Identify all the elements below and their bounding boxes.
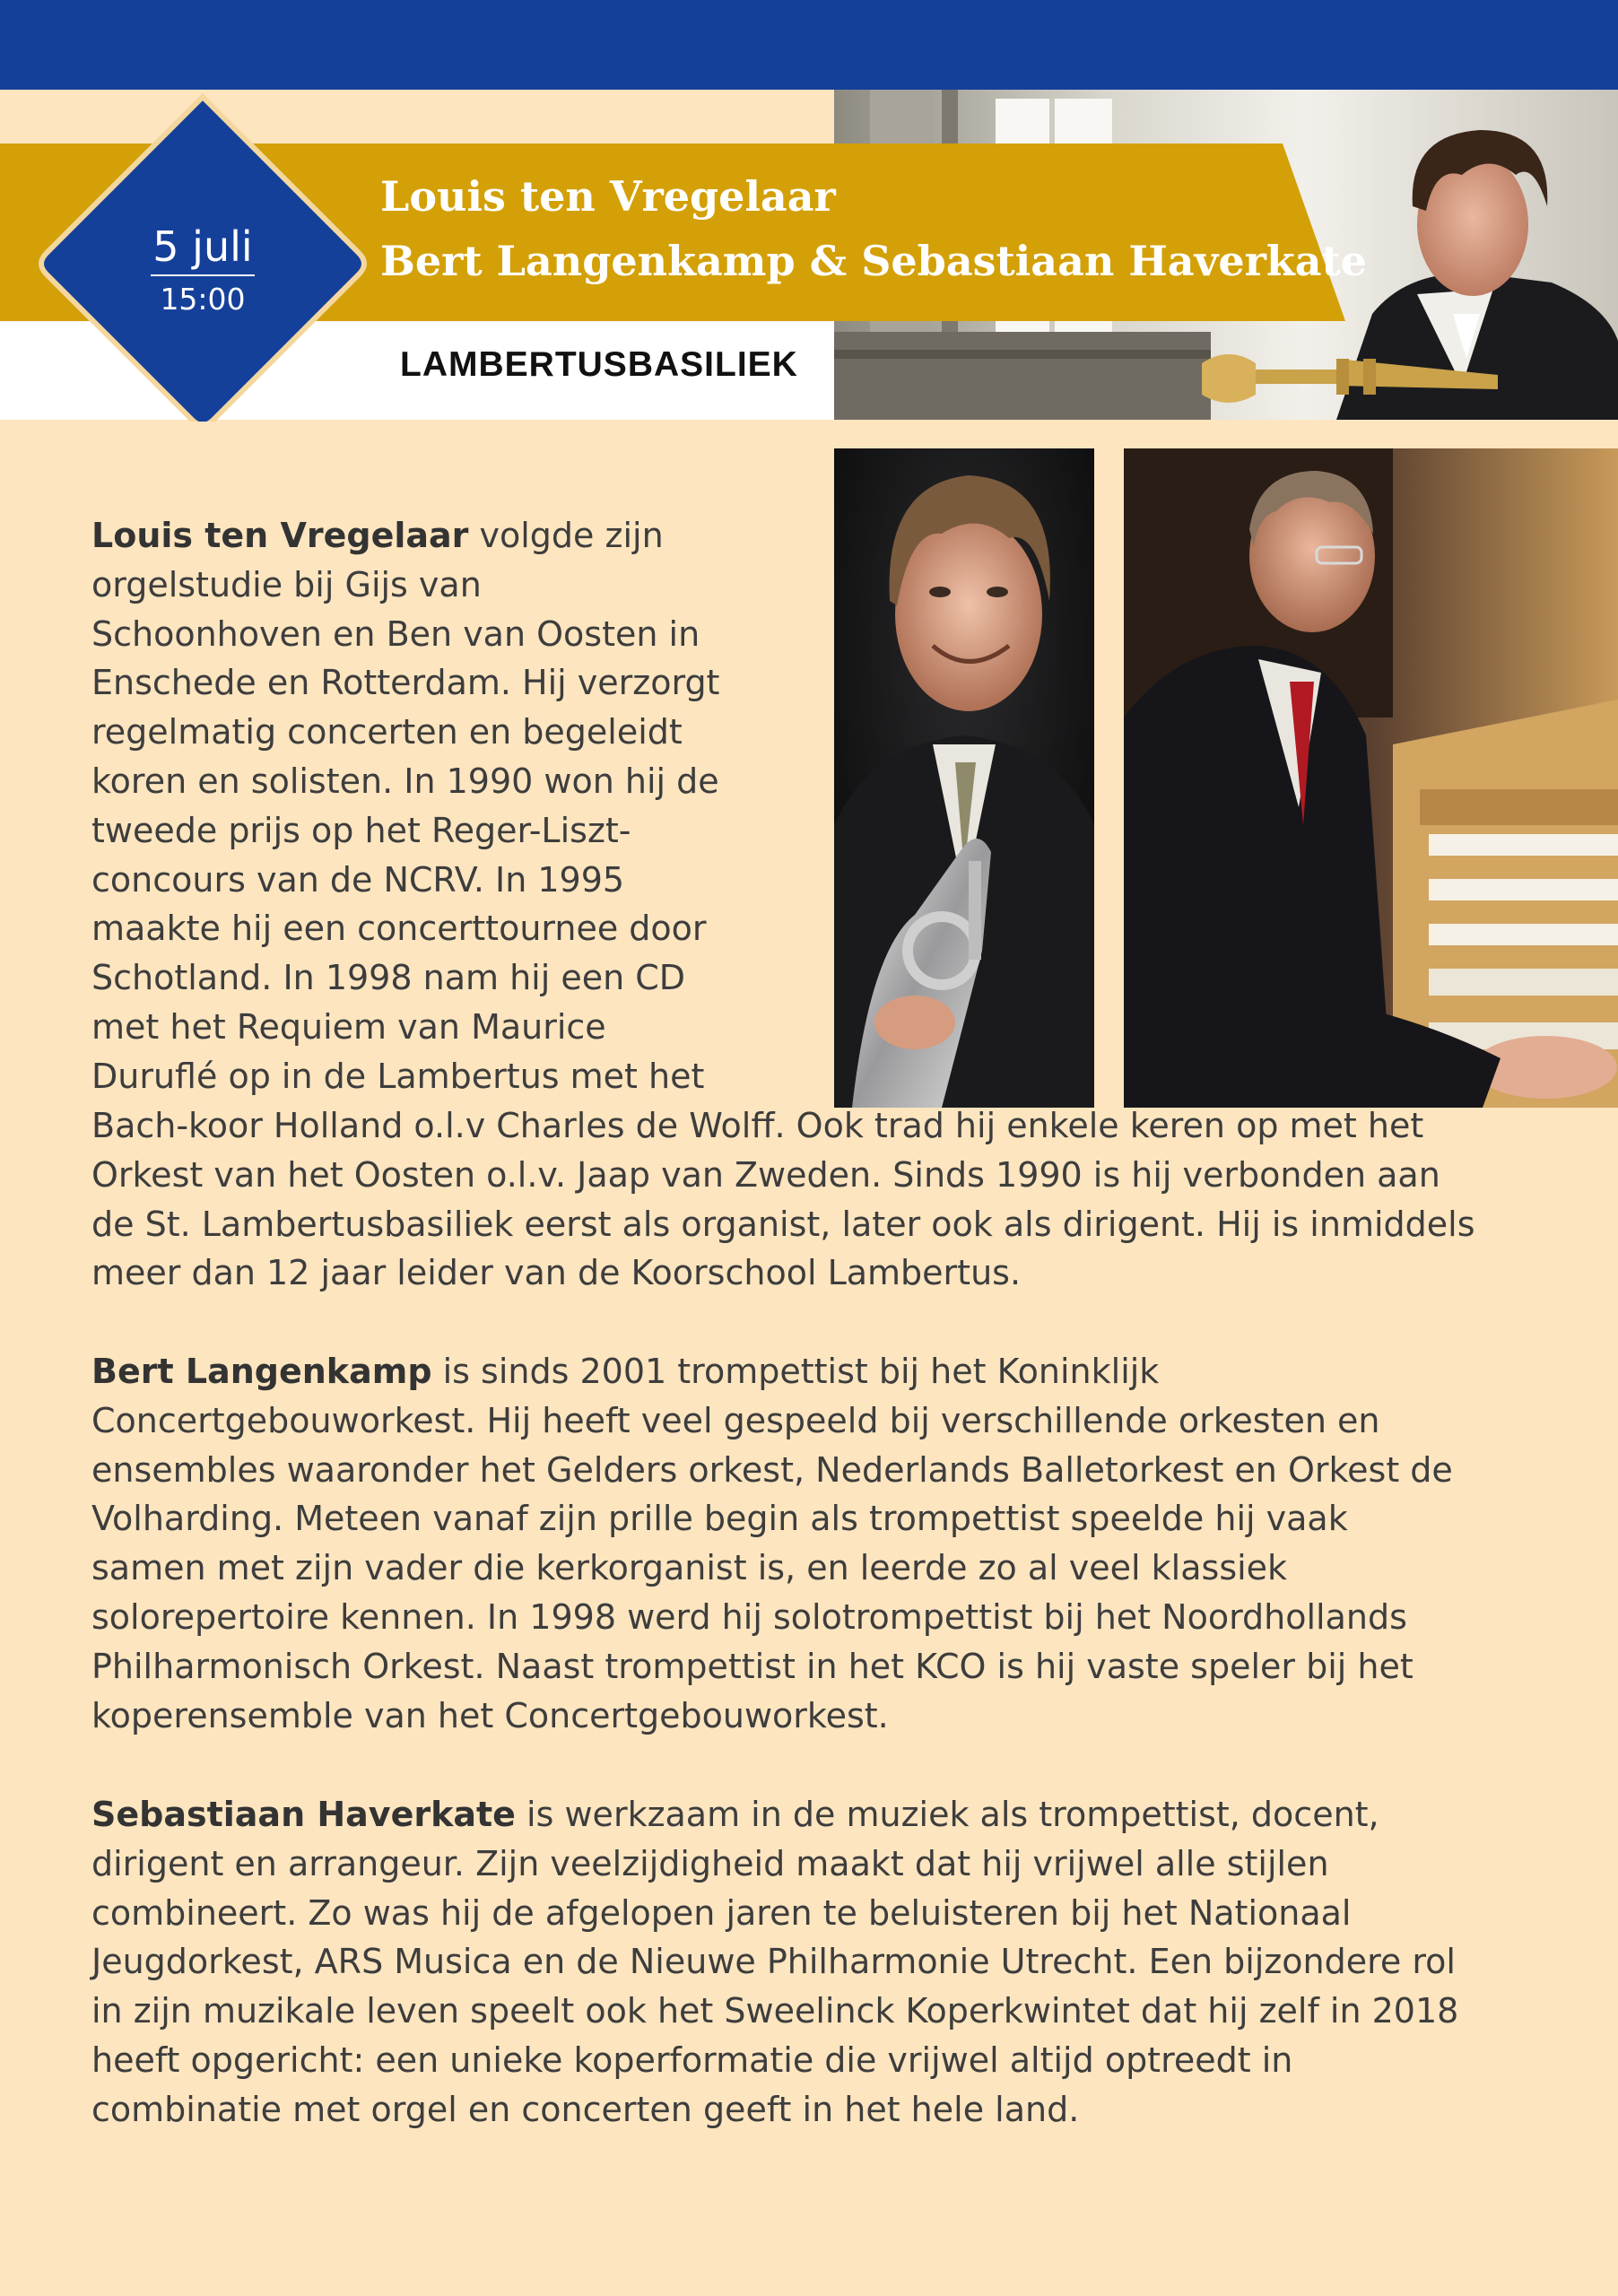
date-divider — [151, 274, 255, 276]
text-line: koren en solisten. In 1990 won hij de — [91, 761, 719, 801]
text-line: Duruflé op in de Lambertus met het — [91, 1056, 705, 1096]
text-line: tweede prijs op het Reger-Liszt- — [91, 810, 631, 850]
text-line: Philharmonisch Orkest. Naast trompettist in het KCO is hij vaste speler bij het — [91, 1646, 1414, 1686]
bio-name: Bert Langenkamp — [91, 1352, 432, 1391]
bio-name: Sebastiaan Haverkate — [91, 1795, 516, 1834]
text-line: Enschede en Rotterdam. Hij verzorgt — [91, 663, 720, 703]
text-line: Concertgebouworkest. Hij heeft veel gespeeld bij verschillende orkesten en — [91, 1400, 1380, 1440]
text-line: is werkzaam in de muziek als trompettist, docent, — [526, 1795, 1379, 1834]
photo-organist-at-console — [1124, 448, 1618, 1108]
event-title-line-2: Bert Langenkamp & Sebastiaan Haverkate — [380, 237, 1368, 285]
text-line: regelmatig concerten en begeleidt — [91, 712, 683, 752]
event-time: 15:00 — [160, 282, 246, 317]
text-line: is sinds 2001 trompettist bij het Koninklijk — [442, 1352, 1160, 1391]
event-title-line-1: Louis ten Vregelaar — [380, 172, 836, 221]
text-line: Jeugdorkest, ARS Musica en de Nieuwe Philharmonie Utrecht. Een bijzondere rol — [91, 1942, 1456, 1982]
bio-name: Louis ten Vregelaar — [91, 516, 469, 555]
text-line: heeft opgericht: een unieke koperformatie die vrijwel altijd optreedt in — [91, 2039, 1293, 2080]
text-line: ensembles waaronder het Gelders orkest, Nederlands Balletorkest en Orkest de — [91, 1449, 1453, 1490]
text-line: meer dan 12 jaar leider van de Koorschool Lambertus. — [91, 1253, 1022, 1293]
text-line: in zijn muzikale leven speelt ook het Sweelinck Koperkwintet dat hij zelf in 2018 — [91, 1991, 1459, 2031]
text-line: maakte hij een concerttournee door — [91, 909, 707, 949]
text-line: volgde zijn — [479, 516, 664, 555]
date-badge — [0, 0, 405, 422]
text-line: Bach-koor Holland o.l.v Charles de Wolff. Ook trad hij enkele keren op met het — [91, 1106, 1424, 1145]
bio-louis-continued — [91, 1101, 1571, 1298]
text-line: dirigent en arrangeur. Zijn veelzijdigheid maakt dat hij vrijwel alle stijlen — [91, 1843, 1329, 1883]
photo-trumpeter-portrait — [834, 448, 1094, 1108]
text-line: samen met zijn vader die kerkorganist is, en leerde zo al veel klassiek — [91, 1548, 1288, 1588]
text-line: de St. Lambertusbasiliek eerst als organist, later ook als dirigent. Hij is inmiddels — [91, 1204, 1475, 1244]
event-date: 5 juli — [152, 222, 253, 271]
text-line: Orkest van het Oosten o.l.v. Jaap van Zweden. Sinds 1990 is hij verbonden aan — [91, 1154, 1440, 1195]
text-line: concours van de NCRV. In 1995 — [91, 859, 625, 900]
text-line: koperensemble van het Concertgebouworkest. — [91, 1695, 889, 1735]
text-line: combineert. Zo was hij de afgelopen jaren te beluisteren bij het Nationaal — [91, 1892, 1352, 1933]
bio-bert-langenkamp — [91, 1347, 1571, 1740]
text-line: Schotland. In 1998 nam hij een CD — [91, 958, 686, 998]
text-line: Volharding. Meteen vanaf zijn prille begin als trompettist speelde hij vaak — [91, 1499, 1348, 1539]
venue-name: LAMBERTUSBASILIEK — [400, 345, 798, 384]
bio-louis-ten-vregelaar — [91, 511, 773, 1101]
text-line: Schoonhoven en Ben van Oosten in — [91, 613, 700, 654]
text-line: orgelstudie bij Gijs van — [91, 564, 482, 604]
text-line: met het Requiem van Maurice — [91, 1006, 606, 1047]
bio-sebastiaan-haverkate — [91, 1790, 1580, 2135]
text-line: solorepertoire kennen. In 1998 werd hij solotrompettist bij het Noordhollands — [91, 1596, 1407, 1637]
text-line: combinatie met orgel en concerten geeft in het hele land. — [91, 2089, 1080, 2129]
